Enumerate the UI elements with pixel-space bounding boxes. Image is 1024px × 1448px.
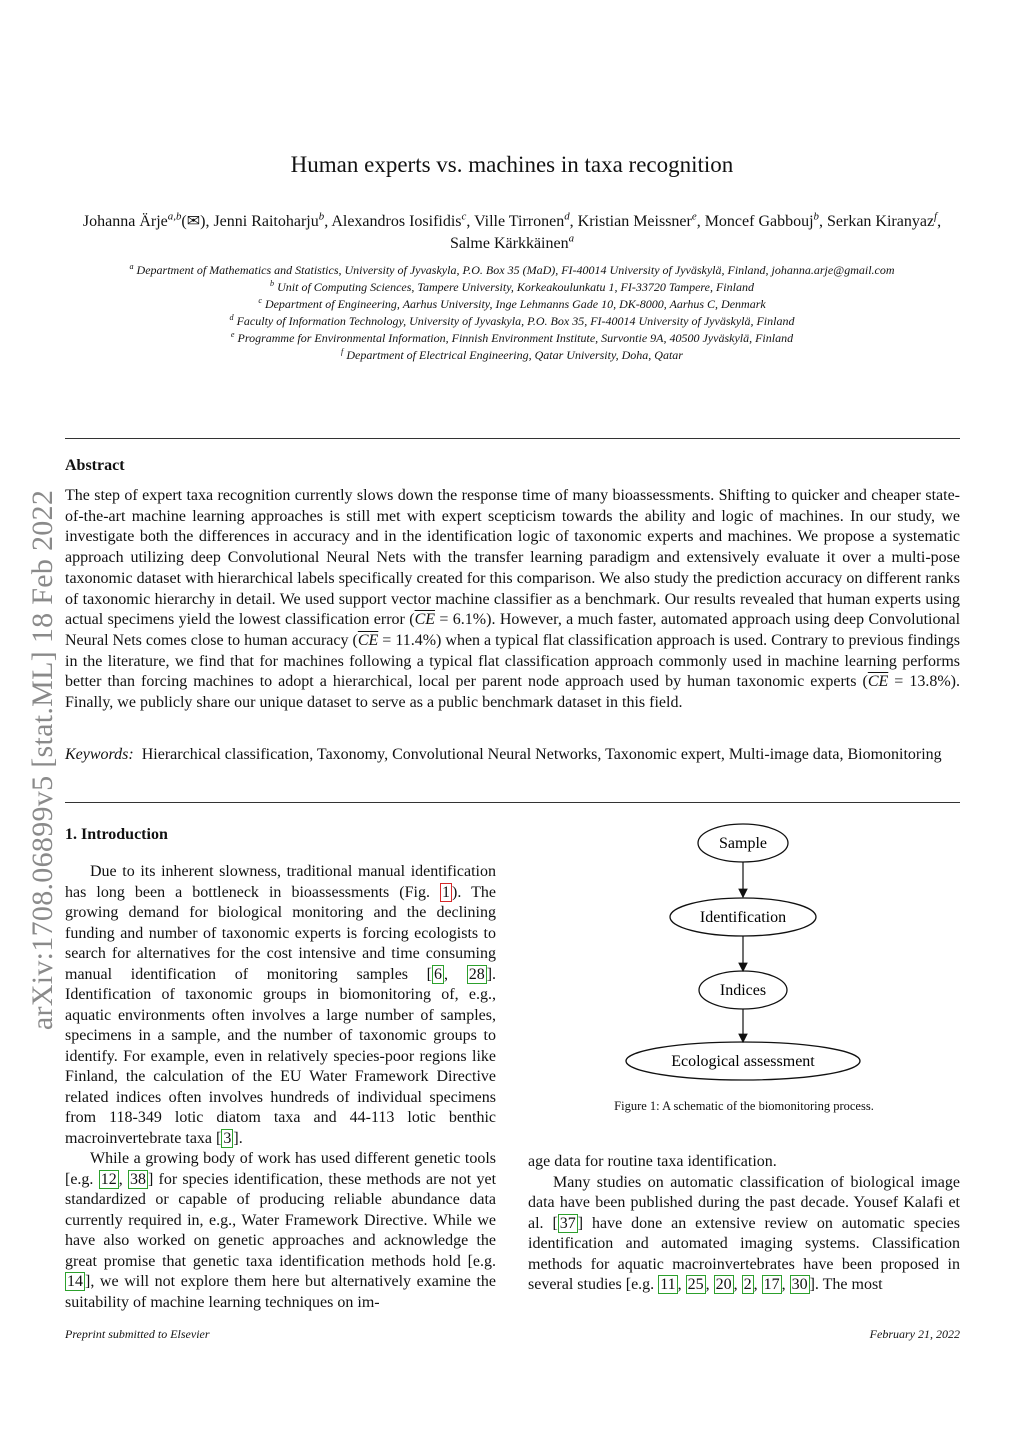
intro-paragraph-1: Due to its inherent slowness, traditional manual identification has long been a bottleneck in bioassessments (Fig. 1 ). The growing demand for biological monitoring and the declining funding and number of taxonomic experts is forcing ecologists to search for alternatives for the cost intensive and time consuming manual identification of monitoring samples [ 6 , 28 ]. Identification of taxonomic groups in biomonitoring of, e.g., aquatic environments often involves a large number of samples, specimens in a sample, and the number of taxonomic groups to identify. For example, even in relatively species-poor regions like Finland, the calculation of the EU Water Framework Directive related indices often involves hundreds of individual specimens from 118-349 lotic diatom taxa and 44-113 lotic benthic macroinvertebrate taxa [ 3 ].: [65, 863, 497, 1147]
footer-date: February 21, 2022: [869, 1327, 960, 1341]
citation-link[interactable]: 38: [129, 1170, 146, 1188]
arxiv-stamp: arXiv:1708.06899v5 [stat.ML] 18 Feb 2022: [26, 489, 59, 1031]
affiliation-line: $^f$ Department of Electrical Engineering, Qatar University, Doha, Qatar: [341, 347, 683, 362]
divider-bottom: [65, 802, 960, 803]
keywords-label: Keywords:: [65, 746, 134, 763]
figure-link[interactable]: 1: [442, 883, 451, 901]
affiliation-line: $^a$ Department of Mathematics and Statistics, University of Jyvaskyla, P.O. Box 35 (MaD), FI-40014 University of Jyväskylä, Finland, johanna.arje@gmail.com: [129, 262, 895, 277]
section-heading-introduction: 1. Introduction: [65, 826, 168, 843]
author-name: Kristian Meissner: [577, 213, 692, 230]
node-indices-label: Indices: [719, 982, 767, 999]
author-name: Moncef Gabbouj: [704, 213, 814, 230]
intro-right-column: age data for routine taxa identification. Many studies on automatic classification of biological image data have been published during the past decade. Yousef Kalafi et al. [ 37 ] have done an extensive review on automatic species identification and automated imaging systems. Classification methods for aquatic macroinvertebrates have been proposed in several studies [e.g. 11 , 25 , 20 , 2 , 17 , 30 ]. The most: [528, 1152, 960, 1296]
citation-link[interactable]: 3: [223, 1129, 232, 1147]
author-name: Alexandros Iosifidis: [331, 213, 462, 230]
author-list: Johanna Ärje$^{a,b}$(✉), Jenni Raitoharju$^b$, Alexandros Iosifidis$^c$, Ville Tirronen$^d$, Kristian Meissner$^e$, Moncef Gabbouj$^b$, Serkan Kiranyaz$^f$, Salme Kärkkäinen$^a$: [82, 210, 942, 252]
divider-top: [65, 438, 960, 439]
author-name: Jenni Raitoharju: [213, 213, 319, 230]
footer-preprint-note: Preprint submitted to Elsevier: [65, 1327, 210, 1341]
citation-link[interactable]: 14: [67, 1273, 83, 1290]
keywords-text: Hierarchical classification, Taxonomy, Convolutional Neural Networks, Taxonomic expert, Multi-image data, Biomonitoring: [141, 746, 942, 763]
author-name: Ville Tirronen: [474, 213, 565, 230]
citation-link[interactable]: 12: [100, 1170, 117, 1188]
citation-link[interactable]: 28: [468, 965, 485, 983]
intro-paragraph-3: Many studies on automatic classification of biological image data have been published during the past decade. Yousef Kalafi et al. [ 37 ] have done an extensive review on automatic species identification and automated imaging systems. Classification methods for aquatic macroinvertebrates have been proposed in several studies [e.g. 11 , 25 , 20 , 2 , 17 , 30 ]. The most: [528, 1173, 960, 1293]
author-affiliation-mark: e: [691, 210, 697, 223]
affiliation-line: $^b$ Unit of Computing Sciences, Tampere University, Korkeakoulunkatu 1, FI-33720 Tampere, Finland: [270, 279, 754, 294]
author-affiliation-mark: a: [568, 232, 575, 245]
figure-1-schematic: [610, 822, 880, 1082]
affiliation-line: $^e$ Programme for Environmental Information, Finnish Environment Institute, Survontie 9A, 40500 Jyväskylä, Finland: [230, 330, 794, 345]
author-affiliation-mark: b: [318, 210, 325, 223]
citation-link[interactable]: 6: [434, 965, 443, 983]
citation-link[interactable]: 30: [791, 1276, 808, 1293]
citation-link[interactable]: 25: [687, 1276, 704, 1293]
node-sample-label: Sample: [719, 835, 767, 852]
author-affiliation-mark: c: [461, 210, 467, 223]
author-name: Salme Kärkkäinen: [449, 235, 569, 252]
citation-link[interactable]: 2: [743, 1276, 752, 1293]
affiliation-list: [40, 262, 984, 364]
figure-caption: Figure 1: A schematic of the biomonitoring process.: [614, 1099, 874, 1113]
corresponding-author-mark: (✉): [181, 213, 206, 230]
affiliation-line: $^c$ Department of Engineering, Aarhus University, Inge Lehmanns Gade 10, DK-8000, Aarhus C, Denmark: [258, 296, 766, 311]
ce-symbol: $\overline{CE}$: [867, 673, 889, 691]
ce-symbol: $\overline{CE}$: [357, 631, 379, 649]
citation-link[interactable]: 17: [763, 1276, 780, 1293]
author-name: Serkan Kiranyaz: [826, 213, 935, 230]
author-affiliation-mark: d: [564, 210, 570, 223]
affiliation-line: $^d$ Faculty of Information Technology, University of Jyvaskyla, P.O. Box 35, FI-40014 University of Jyväskylä, Finland: [229, 313, 795, 328]
author-affiliation-mark: f: [934, 210, 938, 223]
citation-link[interactable]: 20: [715, 1276, 732, 1293]
citation-link[interactable]: 37: [559, 1214, 576, 1232]
keywords: [65, 745, 960, 765]
abstract-heading: Abstract: [65, 457, 125, 474]
citation-link[interactable]: 11: [660, 1276, 676, 1293]
node-ecological-assessment-label: Ecological assessment: [671, 1053, 815, 1070]
author-affiliation-mark: b: [813, 210, 819, 223]
author-affiliation-mark: a,b: [167, 210, 182, 223]
abstract-body: The step of expert taxa recognition currently slows down the response time of many bioassessments. Shifting to quicker and cheaper state-of-the-art machine learning approaches is still met with expert scepticism towards the ability and logic of machines. In our study, we investigate both the differences in accuracy and in the identification logic of taxonomic experts and machines. We propose a systematic approach utilizing deep Convolutional Neural Nets with the transfer learning paradigm and extensively evaluate it over a multi-pose taxonomic dataset with hierarchical labels specifically created for this comparison. We also study the prediction accuracy on different ranks of taxonomic hierarchy in detail. We used support vector machine classifier as a benchmark. Our results revealed that human experts using actual specimens yield the lowest classification error $(\overline{CE} = 6.1\%)$. However, a much faster, automated approach using deep Convolutional Neural Nets comes close to human accuracy $(\overline{CE} = 11.4\%)$ when a typical flat classification approach is used. Contrary to previous findings in the literature, we find that for machines following a typical flat classification approach commonly used in machine learning performs better than forcing machines to adopt a hierarchical, local per parent node approach used by human taxonomic experts $(\overline{CE} = 13.8\%)$. Finally, we publicly share our unique dataset to serve as a public benchmark dataset in this field.: [65, 487, 961, 712]
intro-paragraph-2: While a growing body of work has used different genetic tools [e.g. 12 , 38 ] for species identification, these methods are not yet standardized or capable of producing reliable abundance data currently required in, e.g., Water Framework Directive. While we have also worked on genetic approaches and acknowledge the great promise that genetic taxa identification methods hold [e.g. 14 ], we will not explore them here but alternatively examine the suitability of machine learning techniques on im-: [65, 1150, 497, 1311]
ce-symbol: $\overline{CE}$: [414, 611, 436, 629]
author-name: Johanna Ärje: [82, 213, 168, 230]
paper-title: Human experts vs. machines in taxa recognition: [290, 152, 734, 177]
node-identification-label: Identification: [699, 909, 787, 926]
